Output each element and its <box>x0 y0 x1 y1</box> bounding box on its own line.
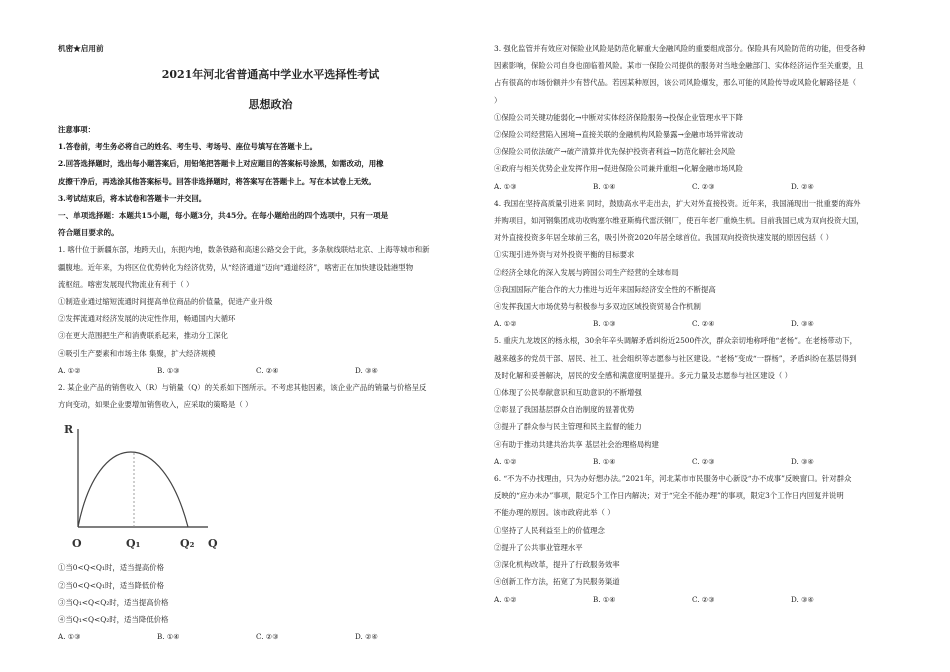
question-stem: 流枢纽。喀密发展现代物流业有利于（ ） <box>58 279 194 289</box>
choice-item: ④吸引生产要素和市场主体 集聚，扩大经济规模 <box>58 348 216 358</box>
choice-item: ④政府与相关优势企业发挥作用→促进保险公司兼并重组→化解金融市场风险 <box>494 164 743 174</box>
question-1 <box>58 241 483 379</box>
note-item: 1.答卷前，考生务必将自己的姓名、考生号、考场号、座位号填写在答题卡上。 <box>58 142 318 152</box>
choice-item: ②保险公司经营陷入困境→直接关联的金融机构风险暴露→金融市场异常波动 <box>494 130 743 140</box>
revenue-quantity-graph <box>58 419 238 555</box>
question-stem: 越来越多的党员干部、居民、社工、社会组织等志愿参与社区建设。“老杨”变成“一群杨”，矛盾纠纷在基层得到 <box>494 353 857 363</box>
option-a: A. ①② <box>494 594 517 604</box>
left-column <box>58 40 483 645</box>
question-stem: 方向变动，如果企业要增加销售收入，应采取的策略是（ ） <box>58 400 253 410</box>
option-a: A. ①③ <box>58 632 81 642</box>
option-b: B. ①③ <box>593 319 616 329</box>
note-item: 2.回答选择题时，选出每小题答案后，用铅笔把答题卡上对应题目的答案标号涂黑，如需改动，用橡 <box>58 159 384 169</box>
choice-item: ③在更大范围把生产和消费联系起来，推动分工深化 <box>58 331 228 341</box>
question-stem: ） <box>494 95 502 105</box>
option-a: A. ①② <box>58 365 81 375</box>
question-stem: 6. “不为不办找理由，只为办好想办法。”2021年，河北某市市民服务中心新设“办不成事”反映窗口。针对群众 <box>494 474 852 484</box>
option-b: B. ①④ <box>593 456 616 466</box>
choice-item: ③提升了群众参与民主管理和民主监督的能力 <box>494 422 642 432</box>
question-stem: 占有很高的市场份额并少有替代品。若因某种原因，该公司风险爆发，那么可能的风险传导或风险化解路径是（ <box>494 78 857 88</box>
question-stem: 5. 重庆九龙坡区的杨永根，30余年辛头调解矛盾纠纷近2500件次，群众亲切地称呼他“老杨”。在老杨带动下， <box>494 336 857 346</box>
choice-item: ④当Q₁<Q<Q₂时，适当降低价格 <box>58 615 169 625</box>
exam-title: 2021年河北省普通高中学业水平选择性考试 <box>161 68 380 81</box>
answer-options <box>58 628 483 645</box>
question-stem: 2. 某企业产品的销售收入（R）与销量（Q）的关系如下图所示。不考虑其他因素，该企业产品的销量与价格呈反 <box>58 383 427 393</box>
choice-item: ③深化机构改革，提升了行政服务效率 <box>494 560 620 570</box>
question-stem: 并购项目，如河钢集团成功收购塞尔维亚斯梅代雷沃钢厂，使百年老厂重焕生机。目前我国已成为双向投资大国， <box>494 216 864 226</box>
origin-label: O <box>72 537 82 551</box>
choice-item: ②提升了公共事业管理水平 <box>494 542 583 552</box>
option-b: B. ①④ <box>157 632 180 642</box>
option-d: D. ③④ <box>355 365 378 375</box>
answer-options <box>494 453 919 470</box>
notes-heading: 注意事项： <box>58 125 95 134</box>
answer-options <box>494 178 919 195</box>
choice-item: ②当0<Q<Q₁时，适当降低价格 <box>58 580 165 590</box>
right-column <box>494 40 919 608</box>
question-stem: 1. 喀什位于新疆东部，地跨天山，东扼内地，数条铁路和高速公路交会于此，多条航线联结北京、上海等城市和新 <box>58 245 430 255</box>
y-axis-label: R <box>64 423 74 437</box>
question-5 <box>494 332 919 470</box>
choice-item: ②经济全球化的深入发展与跨国公司生产经营的全球布局 <box>494 267 679 277</box>
option-b: B. ①④ <box>593 181 616 191</box>
question-4 <box>494 195 919 333</box>
question-stem: 3. 强化监管并有效应对保险业风险是防范化解重大金融风险的重要组成部分。保险具有风险防范的功能，但受各种 <box>494 44 866 53</box>
section-heading: 符合题目要求的。 <box>58 228 119 238</box>
question-6 <box>494 470 919 608</box>
question-stem: 4. 我国在坚持高质量引进来 同时，鼓励高水平走出去，扩大对外直接投资。近年来，我国涌现出一批重要的海外 <box>494 198 861 208</box>
choice-item: ②发挥流通对经济发展的决定性作用，畅通国内大循环 <box>58 314 236 324</box>
option-d: D. ③④ <box>791 456 814 466</box>
question-stem: 反映的“应办未办”事项，限定5个工作日内解决；对于“完全不能办理”的事项，限定3个工作日内回复并说明 <box>494 491 844 501</box>
option-b: B. ①③ <box>157 365 180 375</box>
question-stem: 不能办理的原因。该市政府此举（ ） <box>494 508 615 518</box>
question-stem: 疆腹地。近年来，为将区位优势转化为经济优势，从“经济通道”迈向“通道经济”，喀密正在加快建设陆港型物 <box>58 262 414 272</box>
answer-options <box>494 315 919 332</box>
choice-item: ③保险公司依法破产→破产清算并优先保护投资者利益→防范化解社会风险 <box>494 147 736 157</box>
choice-item: ④有助于推动共建共治共享 基层社会治理格局构建 <box>494 439 659 449</box>
answer-options <box>58 362 483 379</box>
choice-item: ④创新工作方法，拓宽了为民服务渠道 <box>494 577 620 587</box>
option-a: A. ①② <box>494 319 517 329</box>
note-item: 3.考试结束后，将本试卷和答题卡一并交回。 <box>58 193 207 203</box>
option-b: B. ①④ <box>593 594 616 604</box>
x-axis-label: Q <box>208 537 218 551</box>
choice-item: ②彰显了我国基层群众自治制度的显著优势 <box>494 405 635 415</box>
subject-title: 思想政治 <box>248 98 293 111</box>
choice-item: ③当Q₁<Q<Q₂时，适当提高价格 <box>58 597 169 607</box>
q1-label: Q₁ <box>126 537 141 551</box>
option-a: A. ①③ <box>494 181 517 191</box>
choice-item: ①保险公司关键功能弱化→中断对实体经济保险服务→投保企业管理水平下降 <box>494 112 743 122</box>
option-d: D. ③④ <box>791 319 814 329</box>
choice-item: ①体现了公民奉献意识和互助意识的不断增强 <box>494 388 642 398</box>
question-3 <box>494 40 919 195</box>
option-c: C. ②④ <box>692 319 715 329</box>
secret-mark: 机密★启用前 <box>58 44 104 53</box>
q2-label: Q₂ <box>180 537 195 551</box>
revenue-curve <box>78 452 188 527</box>
option-a: A. ①② <box>494 456 517 466</box>
question-2 <box>58 379 483 645</box>
choice-item: ③我国国际产能合作的大力推进与近年来国际经济安全性的不断提高 <box>494 284 716 294</box>
choice-item: ①当0<Q<Q₁时，适当提高价格 <box>58 563 165 573</box>
question-stem: 对外直接投资多年居全球前三名，吸引外资2020年居全球首位。我国双向投资快速发展的原因包括（ ） <box>494 233 833 243</box>
option-c: C. ②③ <box>692 181 715 191</box>
note-item: 皮擦干净后，再选涂其他答案标号。回答非选择题时，将答案写在答题卡上。写在本试卷上无效。 <box>58 176 376 186</box>
option-d: D. ②④ <box>355 632 378 642</box>
graph-axes <box>78 429 208 527</box>
option-d: D. ③④ <box>791 594 814 604</box>
option-d: D. ②④ <box>791 181 814 191</box>
option-c: C. ②③ <box>692 594 715 604</box>
option-c: C. ②③ <box>256 632 279 642</box>
option-c: C. ②④ <box>256 365 279 375</box>
choice-item: ①实现引进外资与对外投资平衡的目标要求 <box>494 250 635 260</box>
choice-item: ①制造业通过缩短流通时间提高单位商品的价值量，促进产业升级 <box>58 297 273 307</box>
question-stem: 因素影响，保险公司自身也面临着风险。某市一保险公司提供的服务对当地金融部门、实体经济运作至关重要，且 <box>494 61 864 71</box>
choice-item: ④发挥我国大市场优势与积极参与多双边区域投资贸易合作机制 <box>494 302 701 312</box>
question-stem: 及时化解和妥善解决，居民的安全感和满意度明显提升。多元力量及志愿参与社区建设（ ） <box>494 370 792 380</box>
answer-options <box>494 591 919 608</box>
choice-item: ①坚持了人民利益至上的价值理念 <box>494 525 605 535</box>
section-heading: 一、单项选择题：本题共15小题，每小题3分，共45分。在每小题给出的四个选项中，只有一项是 <box>58 211 389 221</box>
option-c: C. ②③ <box>692 456 715 466</box>
